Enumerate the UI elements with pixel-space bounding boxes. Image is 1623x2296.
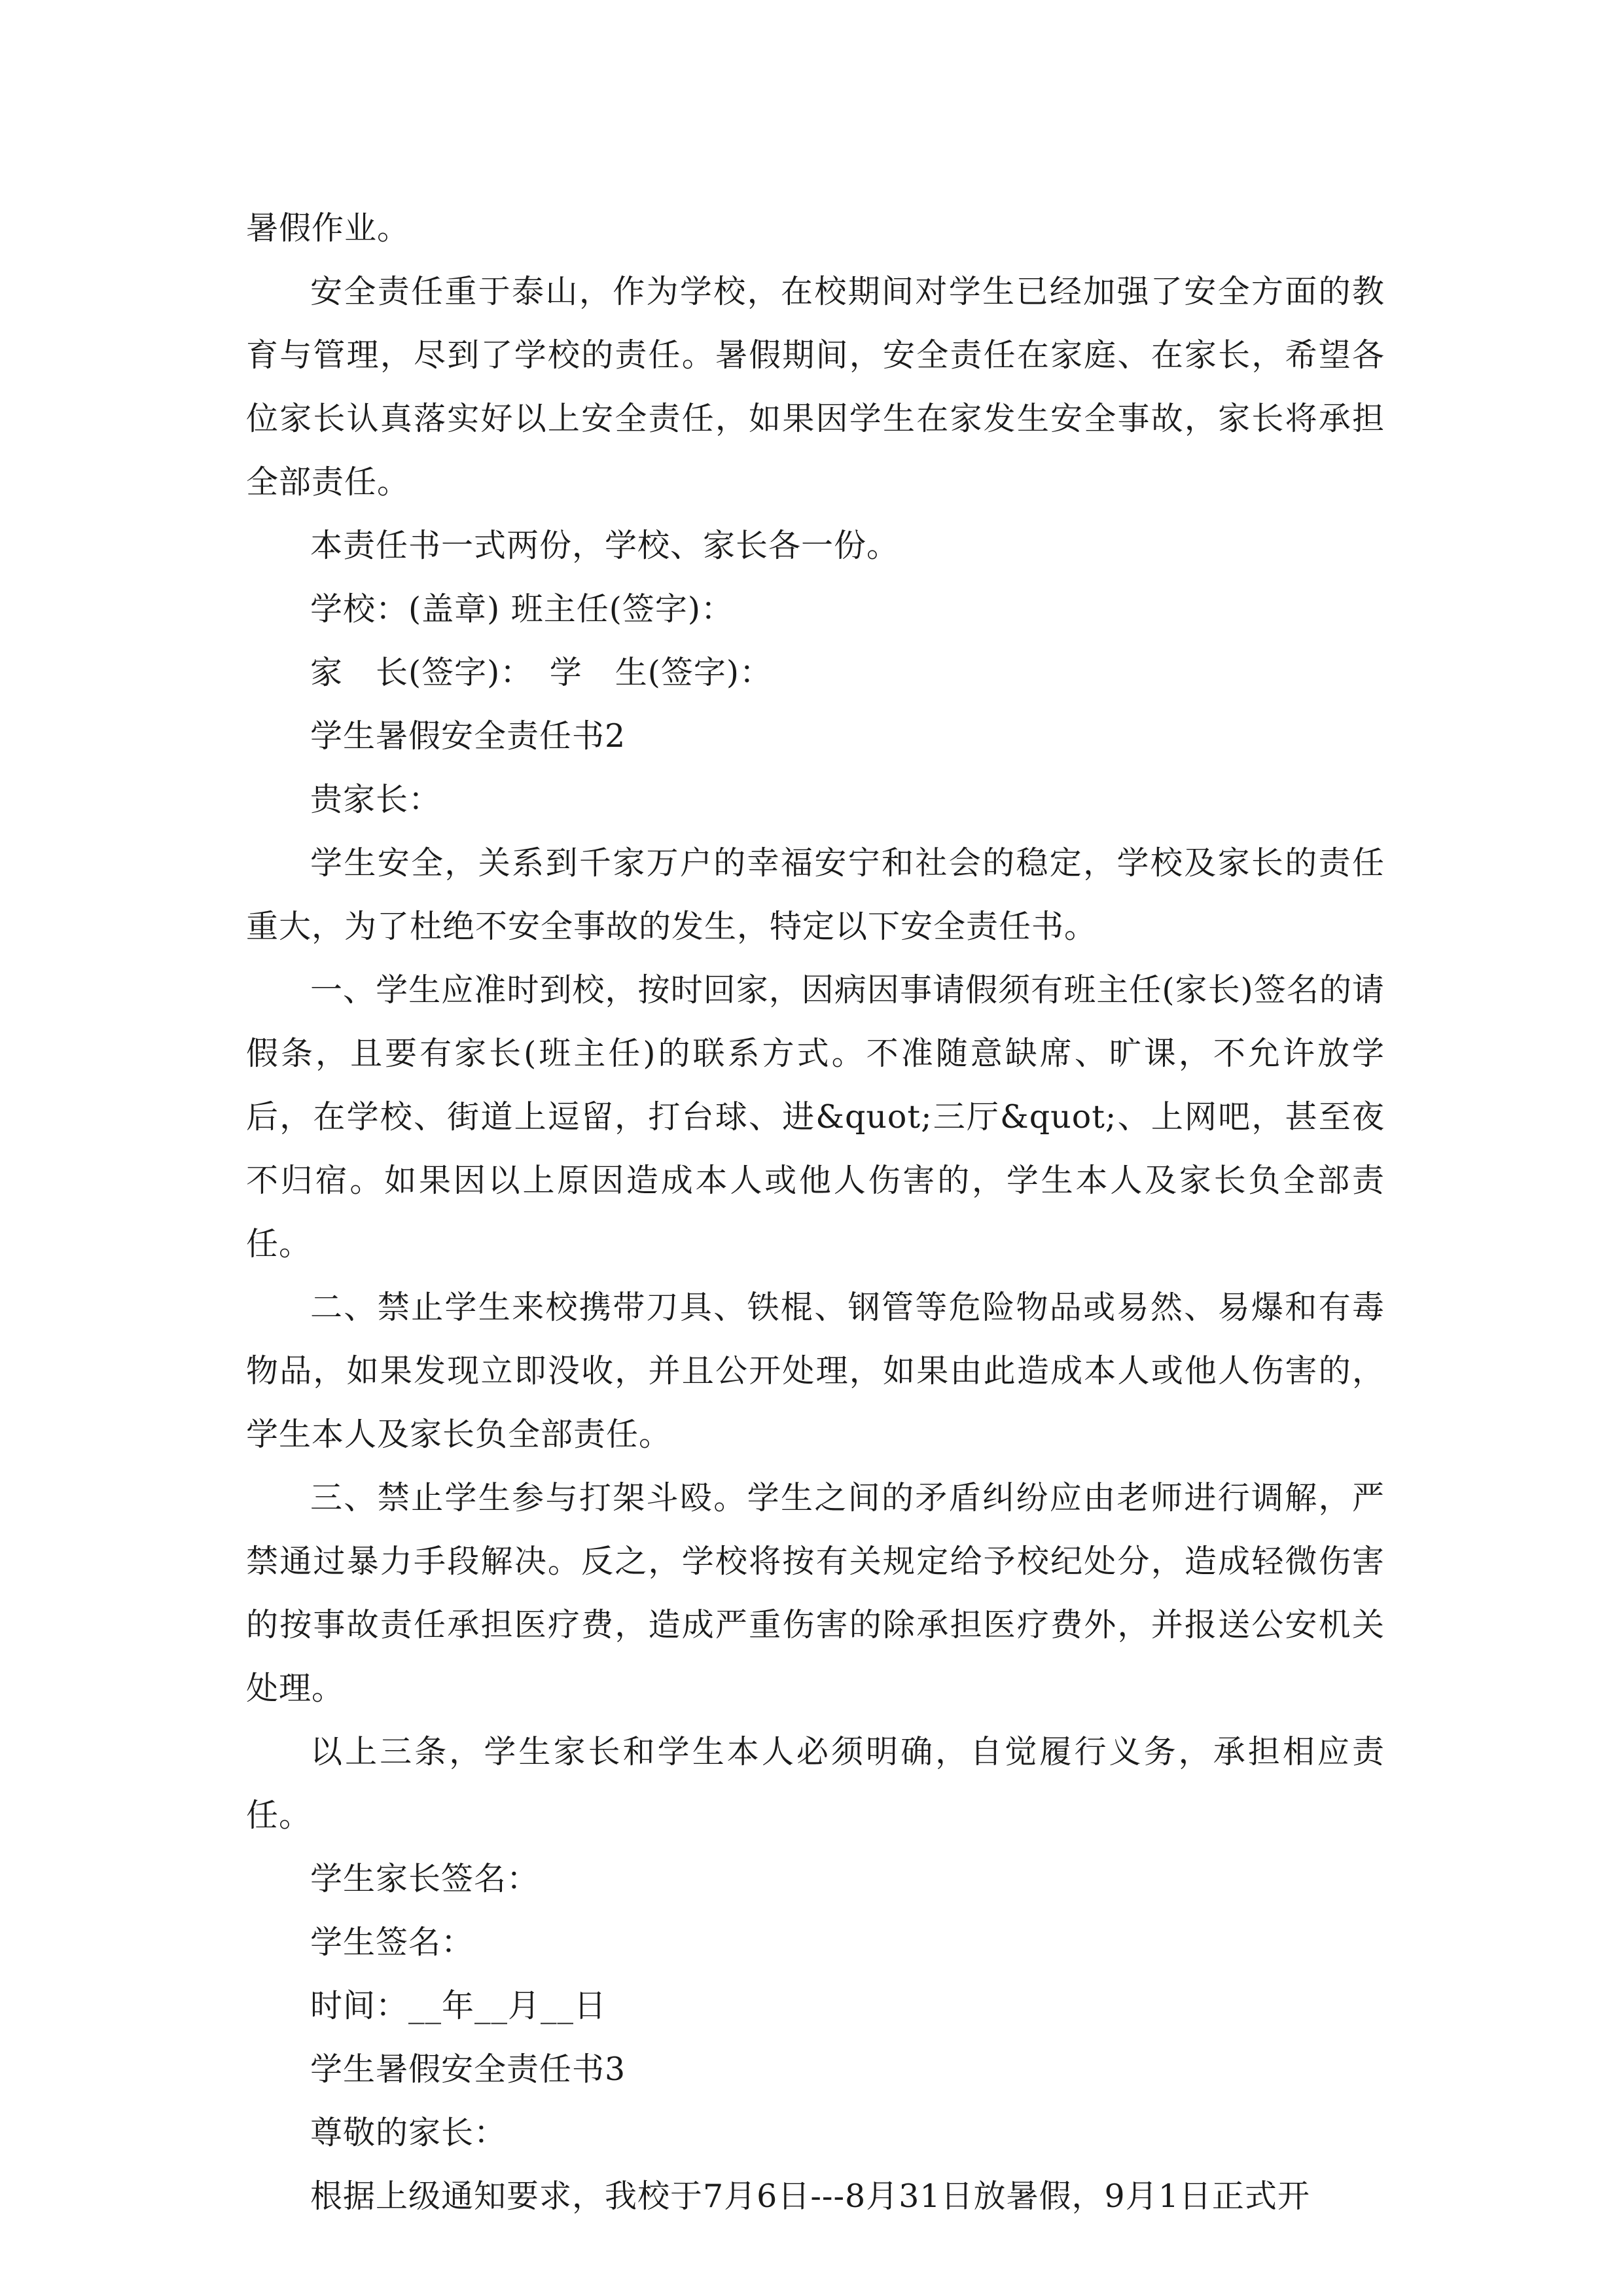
signature-line-parent: 学生家长签名：	[310, 1860, 540, 1897]
date-line: 时间：__年__月__日	[310, 1987, 607, 2024]
section-heading-3: 学生暑假安全责任书3	[310, 2051, 626, 2088]
paragraph-rule-1: 一、学生应准时到校，按时回家，因病因事请假须有班主任(家长)签名的请假条，且要有家长(班主任)的联系方式。不准随意缺席、旷课，不允许放学后，在学校、街道上逗留，打台球、进&quot;三厅&quot;、上网吧，甚至夜不归宿。如果因以上原因造成本人或他人伤害的，学生本人及家长负全部责任。	[246, 971, 1385, 1263]
paragraph-copies-note: 本责任书一式两份，学校、家长各一份。	[310, 527, 900, 564]
paragraph-continuation: 暑假作业。	[246, 209, 410, 247]
paragraph-holiday-notice: 根据上级通知要求，我校于7月6日---8月31日放暑假，9月1日正式开	[310, 2178, 1310, 2215]
document-body	[246, 196, 1385, 2228]
signature-line-parent-student: 家 长(签字)： 学 生(签字)：	[310, 654, 772, 691]
section-heading-2: 学生暑假安全责任书2	[310, 717, 626, 755]
salutation-2: 贵家长：	[310, 781, 442, 818]
salutation-3: 尊敬的家长：	[310, 2114, 507, 2151]
paragraph-summary: 以上三条，学生家长和学生本人必须明确，自觉履行义务，承担相应责任。	[246, 1733, 1385, 1834]
paragraph-intro-2: 学生安全，关系到千家万户的幸福安宁和社会的稳定，学校及家长的责任重大，为了杜绝不安全事故的发生，特定以下安全责任书。	[246, 844, 1385, 945]
signature-line-school: 学校：(盖章) 班主任(签字)：	[310, 590, 734, 628]
paragraph-rule-2: 二、禁止学生来校携带刀具、铁棍、钢管等危险物品或易然、易爆和有毒物品，如果发现立即没收，并且公开处理，如果由此造成本人或他人伤害的，学生本人及家长负全部责任。	[246, 1289, 1385, 1453]
paragraph-safety-responsibility: 安全责任重于泰山，作为学校，在校期间对学生已经加强了安全方面的教育与管理，尽到了学校的责任。暑假期间，安全责任在家庭、在家长，希望各位家长认真落实好以上安全责任，如果因学生在家发生安全事故，家长将承担全部责任。	[246, 273, 1385, 501]
paragraph-rule-3: 三、禁止学生参与打架斗殴。学生之间的矛盾纠纷应由老师进行调解，严禁通过暴力手段解决。反之，学校将按有关规定给予校纪处分，造成轻微伤害的按事故责任承担医疗费，造成严重伤害的除承担医疗费外，并报送公安机关处理。	[246, 1479, 1385, 1707]
signature-line-student: 学生签名：	[310, 1924, 474, 1961]
